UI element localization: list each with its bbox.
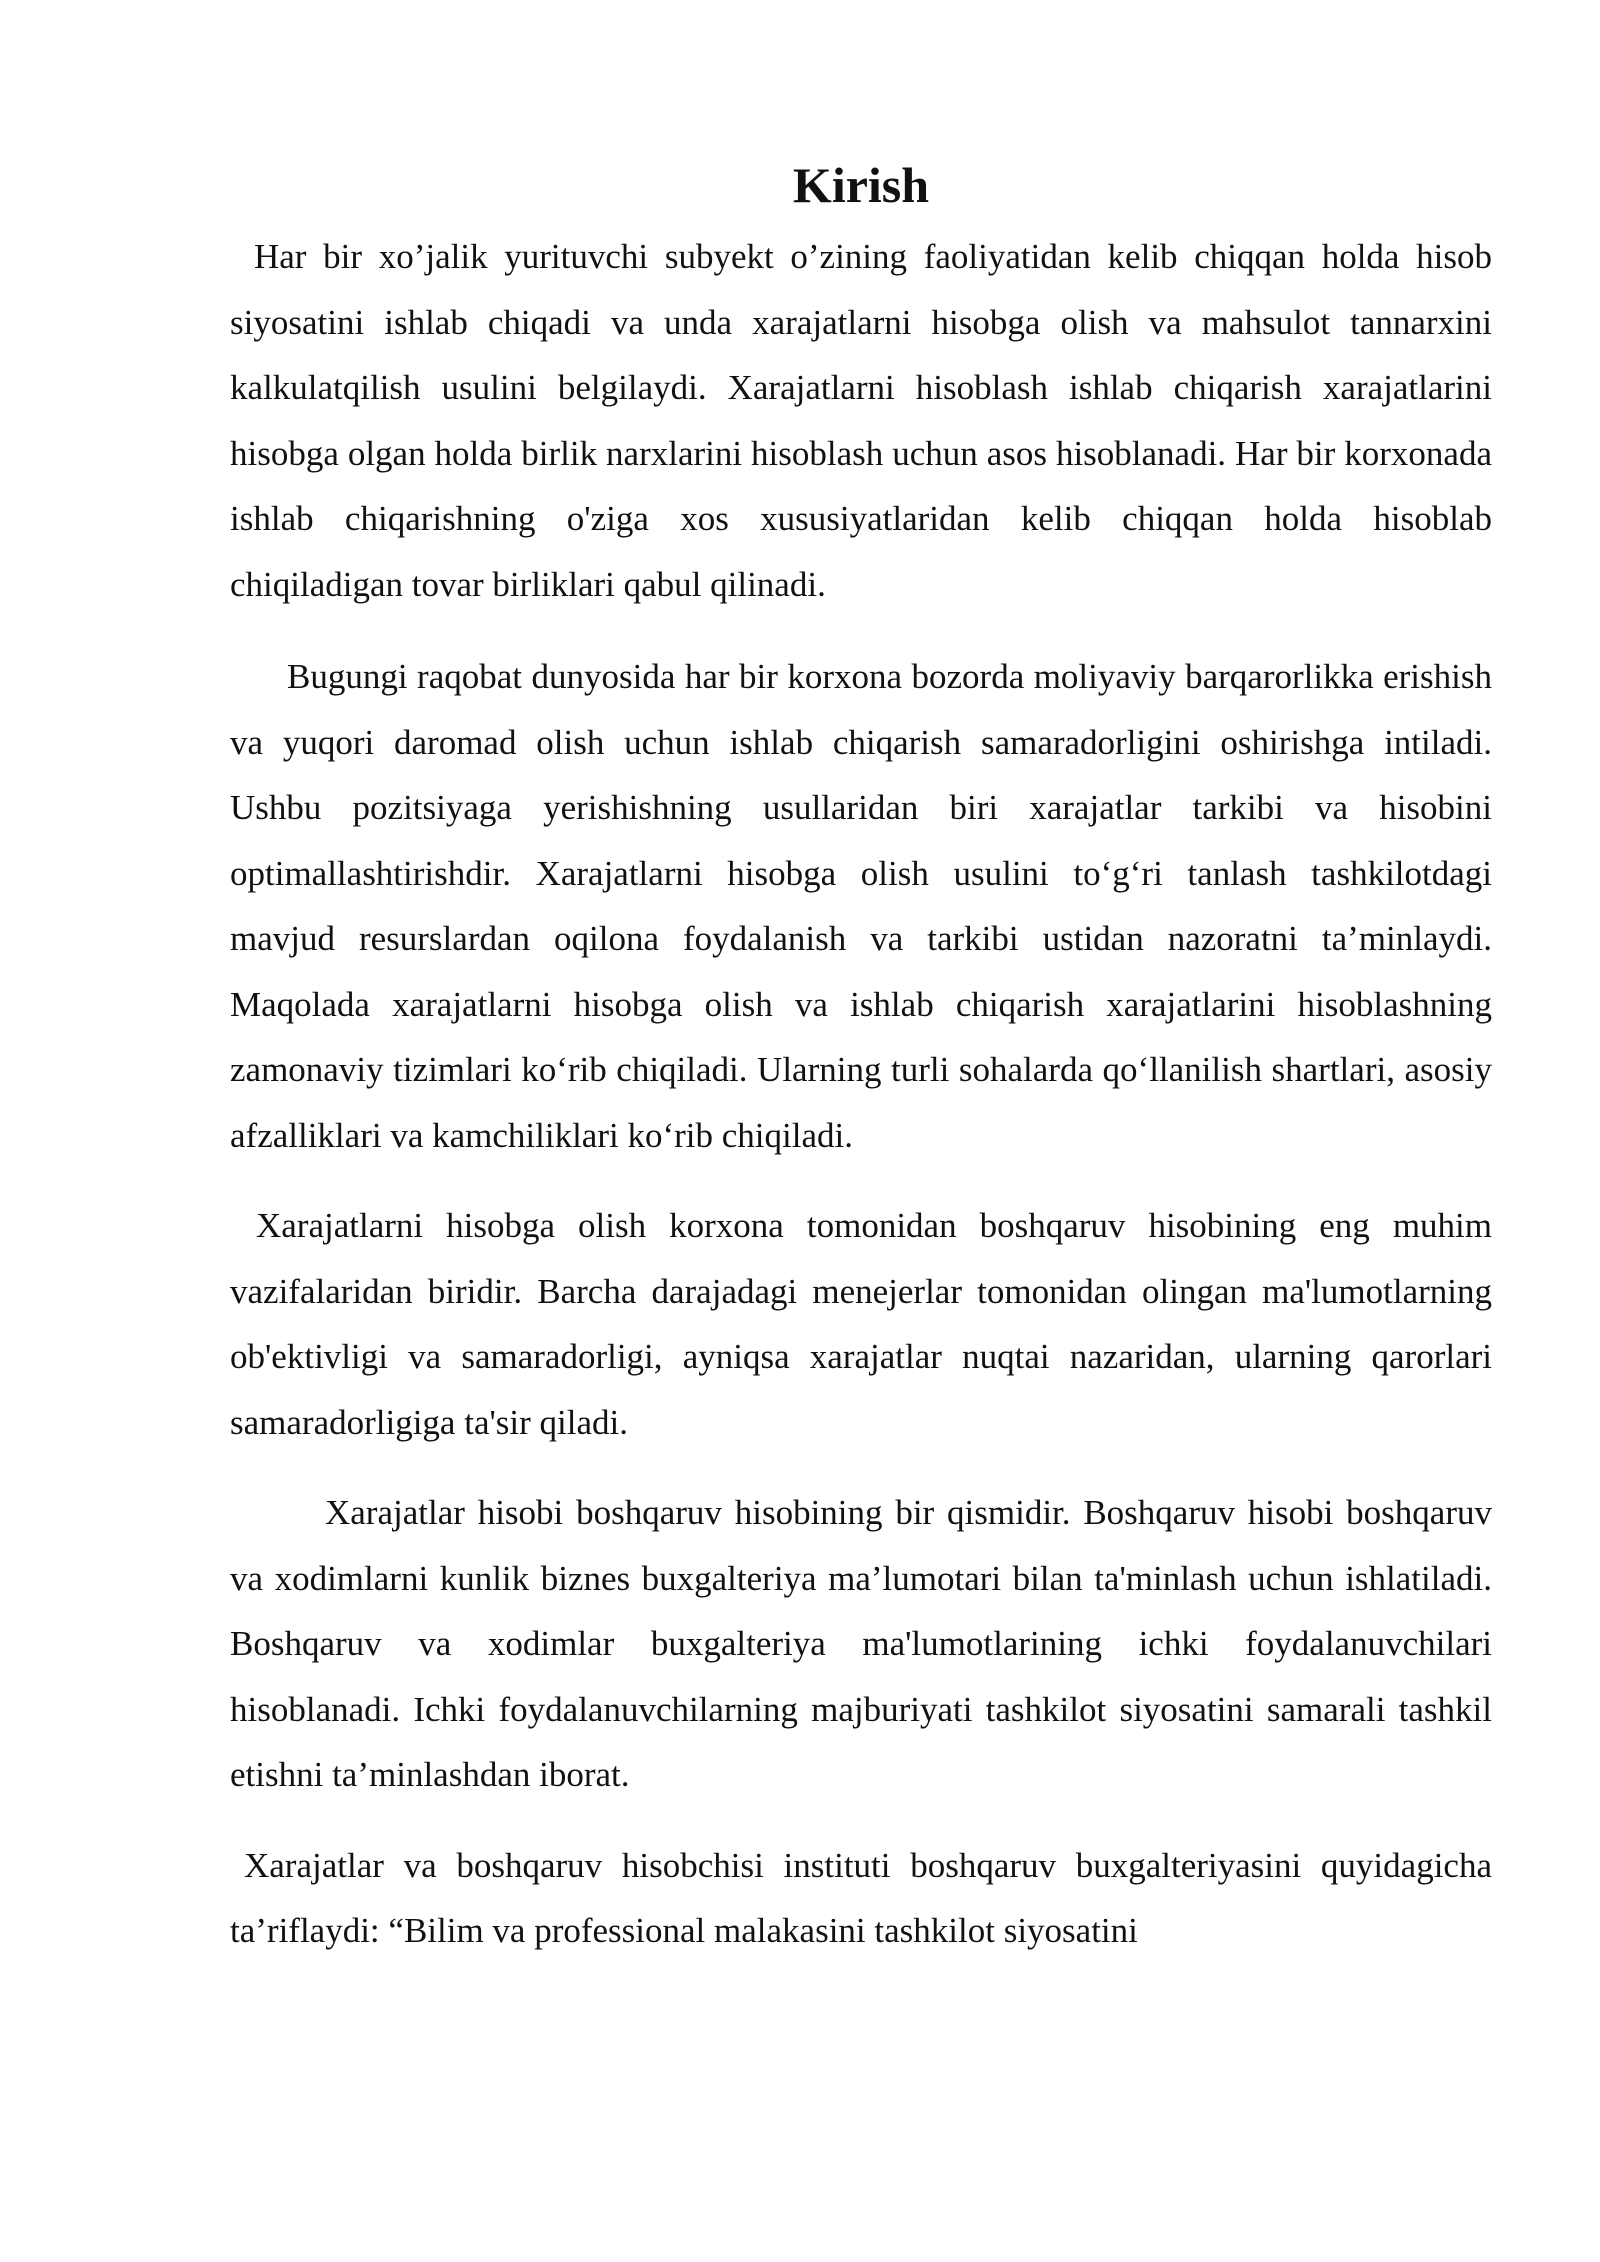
document-title: Kirish [792, 157, 930, 213]
document-body [230, 150, 1492, 1964]
paragraph-2: Bugungi raqobat dunyosida har bir korxona bozorda moliyaviy barqarorlikka erishish va yuqori daromad olish uchun ishlab chiqarish samaradorligini oshirishga intiladi. Ushbu pozitsiyaga yerishishning usullaridan biri xarajatlar tarkibi va hisobini optimallashtirishdir. Xarajatlarni hisobga olish usulini to‘g‘ri tanlash tashkilotdagi mavjud resurslardan oqilona foydalanish va tarkibi ustidan nazoratni ta’minlaydi. Maqolada xarajatlarni hisobga olish va ishlab chiqarish xarajatlarini hisoblashning zamonaviy tizimlari ko‘rib chiqiladi. Ularning turli sohalarda qo‘llanilish shartlari, asosiy afzalliklari va kamchiliklari ko‘rib chiqiladi. [230, 657, 1492, 1155]
paragraph-4: Xarajatlar hisobi boshqaruv hisobining bir qismidir. Boshqaruv hisobi boshqaruv va xodimlarni kunlik biznes buxgalteriya ma’lumotari bilan ta'minlash uchun ishlatiladi. Boshqaruv va xodimlar buxgalteriya ma'lumotlarining ichki foydalanuvchilari hisoblanadi. Ichki foydalanuvchilarning majburiyati tashkilot siyosatini samarali tashkil etishni ta’minlashdan iborat. [230, 1493, 1492, 1794]
paragraph-1: Har bir xo’jalik yurituvchi subyekt o’zining faoliyatidan kelib chiqqan holda hisob siyosatini ishlab chiqadi va unda xarajatlarni hisobga olish va mahsulot tannarxini kalkulatqilish usulini belgilaydi. Xarajatlarni hisoblash ishlab chiqarish xarajatlarini hisobga olgan holda birlik narxlarini hisoblash uchun asos hisoblanadi. Har bir korxonada ishlab chiqarishning o'ziga xos xususiyatlaridan kelib chiqqan holda hisoblab chiqiladigan tovar birliklari qabul qilinadi. [230, 237, 1492, 604]
paragraph-3: Xarajatlarni hisobga olish korxona tomonidan boshqaruv hisobining eng muhim vazifalaridan biridir. Barcha darajadagi menejerlar tomonidan olingan ma'lumotlarning ob'ektivligi va samaradorligi, ayniqsa xarajatlar nuqtai nazaridan, ularning qarorlari samaradorligiga ta'sir qiladi. [230, 1206, 1492, 1442]
paragraph-5: Xarajatlar va boshqaruv hisobchisi instituti boshqaruv buxgalteriyasini quyidagicha ta’riflaydi: “Bilim va professional malakasini tashkilot siyosatini [230, 1845, 1492, 1950]
